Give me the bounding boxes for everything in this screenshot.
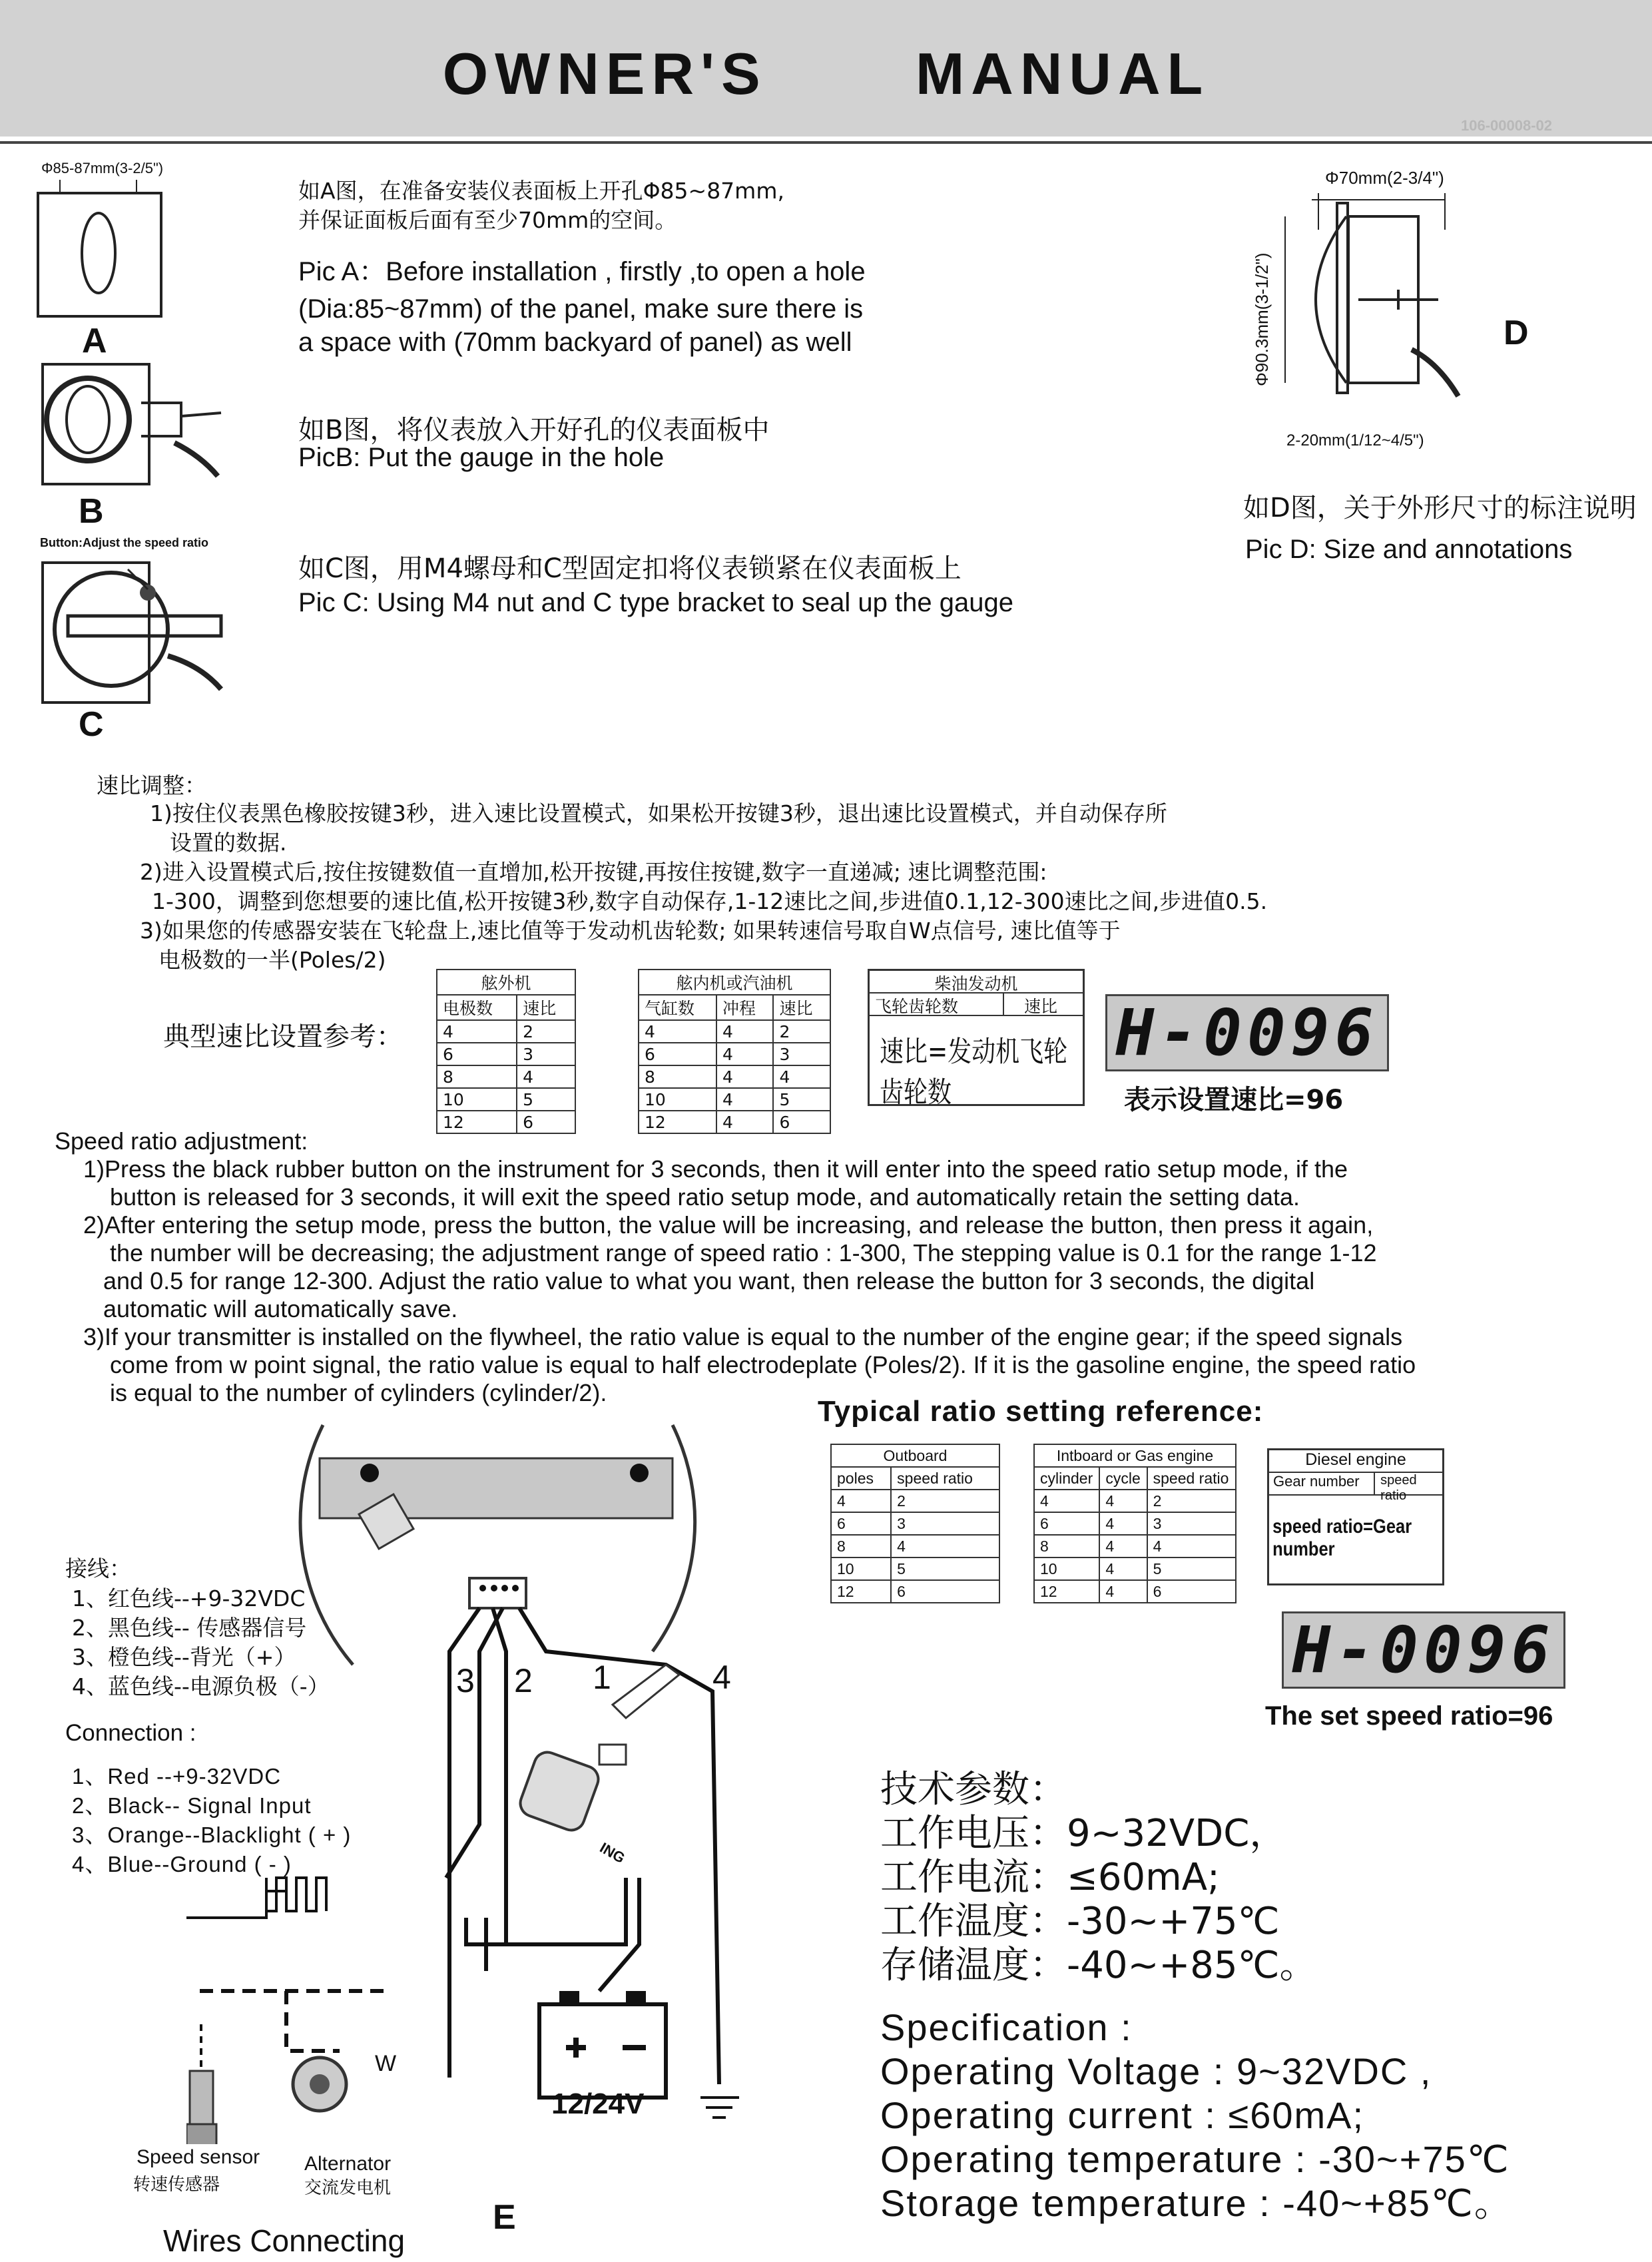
wiring-en-3: 3、Orange--Blacklight ( + ) <box>72 1823 352 1847</box>
table-row: 4 2 <box>831 1490 999 1512</box>
wiring-en-title: Connection : <box>65 1720 196 1746</box>
figure-a-dimension: Φ85-87mm(3-2/5") <box>41 160 164 176</box>
specs-en-4: Storage temperature : -40~+85℃。 <box>880 2182 1513 2224</box>
document-number: 106-00008-02 <box>1460 117 1552 134</box>
en-adjust-line-5: and 0.5 for range 12-300. Adjust the ratio value to what you want, then release the button for 3 seconds, the digital <box>103 1267 1315 1294</box>
en-diesel-box: Diesel engine Gear number speed ratio speed ratio=Gear number <box>1267 1448 1444 1585</box>
table-row: 6 3 <box>831 1512 999 1535</box>
figure-a-label: A <box>82 322 107 360</box>
specs-en-3: Operating temperature : -30~+75℃ <box>880 2138 1510 2180</box>
battery-voltage: 12/24V <box>551 2088 645 2120</box>
specs-zh-3: 工作温度：-30~+75℃ <box>880 1900 1280 1943</box>
figure-d-drawing <box>1265 190 1465 410</box>
zh-outboard-table <box>436 969 576 1134</box>
wiring-zh-title: 接线： <box>65 1555 131 1581</box>
figure-d-bottom-dimension: 2-20mm(1/12~4/5") <box>1286 431 1424 449</box>
install-a-en-3: a space with (70mm backyard of panel) as well <box>298 328 852 357</box>
install-b-en: PicB: Put the gauge in the hole <box>298 443 665 472</box>
en-adjust-line-9: is equal to the number of cylinders (cylinder/2). <box>110 1379 607 1406</box>
table-row: 8 4 <box>831 1535 999 1557</box>
install-a-en-1: Pic A：Before installation , firstly ,to open a hole <box>298 257 866 286</box>
en-adjust-line-3: 2)After entering the setup mode, press the button, the value will be increasing, and release the button, then press it again, <box>83 1211 1374 1239</box>
wiring-en-4: 4、Blue--Ground ( - ) <box>72 1852 292 1876</box>
en-ref-title: Typical ratio setting reference: <box>818 1395 1264 1428</box>
wire-number-3: 3 <box>456 1662 475 1699</box>
zh-adjust-line-5: 3)如果您的传感器安装在飞轮盘上,速比值等于发动机齿轮数; 如果转速信号取自W点信号, 速比值等于 <box>140 918 1121 944</box>
figure-b-drawing <box>41 363 241 496</box>
install-d-zh: 如D图，关于外形尺寸的标注说明 <box>1243 493 1637 523</box>
table-row: 12 6 <box>437 1111 575 1133</box>
ignition-label: ING <box>597 1838 629 1867</box>
wiring-en-1: 1、Red --+9-32VDC <box>72 1764 282 1789</box>
table-row: 12 6 <box>831 1580 999 1603</box>
wiring-zh-3: 3、橙色线--背光（+） <box>72 1644 296 1670</box>
install-a-en-2: (Dia:85~87mm) of the panel, make sure there is <box>298 294 864 324</box>
figure-d-top-dimension: Φ70mm(2-3/4") <box>1325 168 1444 188</box>
table-row: 10 4 5 <box>639 1088 830 1111</box>
col-header: 速比 <box>517 995 575 1020</box>
en-adjust-line-4: the number will be decreasing; the adjustment range of speed ratio : 1-300, The stepping value is 0.1 for the range 1-12 <box>110 1239 1377 1267</box>
install-a-zh-1: 如A图，在准备安装仪表面板上开孔Φ85~87mm, <box>298 178 784 204</box>
zh-lcd-caption: 表示设置速比=96 <box>1124 1085 1344 1115</box>
figure-a-drawing <box>37 180 163 320</box>
zh-adjust-line-4: 1-300，调整到您想要的速比值,松开按键3秒,数字自动保存,1-12速比之间,步进值0.1,12-300速比之间,步进值0.5. <box>152 888 1268 914</box>
alternator-label: Alternator <box>304 2153 392 2175</box>
install-c-zh: 如C图，用M4螺母和C型固定扣将仪表锁紧在仪表面板上 <box>298 553 962 584</box>
specs-zh-1: 工作电压：9~32VDC， <box>880 1812 1287 1855</box>
figure-e-label: E <box>493 2198 516 2237</box>
table-row: 4 2 <box>437 1020 575 1043</box>
table-row: 8 4 4 <box>639 1065 830 1088</box>
figure-c-note: Button:Adjust the speed ratio <box>40 536 208 549</box>
table-row: 12 4 6 <box>1034 1580 1236 1603</box>
en-lcd-caption: The set speed ratio=96 <box>1265 1701 1553 1731</box>
figure-c-drawing <box>41 556 241 709</box>
table-row: 6 4 3 <box>639 1043 830 1065</box>
zh-adjust-line-3: 2)进入设置模式后,按住按键数值一直增加,松开按键,再按住按键,数字一直递减; 速比调整范围: <box>140 859 1047 885</box>
specs-zh-title: 技术参数： <box>880 1768 1067 1811</box>
en-adjust-line-6: automatic will automatically save. <box>103 1295 458 1322</box>
install-b-zh: 如B图，将仪表放入开好孔的仪表面板中 <box>298 415 770 445</box>
wiring-en-2: 2、Black-- Signal Input <box>72 1793 312 1818</box>
table-title: 柴油发动机 <box>870 971 1083 993</box>
wiring-zh-4: 4、蓝色线--电源负极（-） <box>72 1673 330 1699</box>
table-title: 舷外机 <box>437 970 575 995</box>
figure-d-label: D <box>1504 314 1529 352</box>
table-row: 6 4 3 <box>1034 1512 1236 1535</box>
zh-lcd-display: H-0096 <box>1105 994 1389 1071</box>
alternator-label-zh: 交流发电机 <box>304 2178 392 2198</box>
zh-diesel-box: 柴油发动机 飞轮齿轮数 速比 速比=发动机飞轮齿轮数 <box>868 969 1085 1106</box>
table-title: 舷内机或汽油机 <box>639 970 830 995</box>
en-outboard-table: Outboard poles speed ratio 4 2 6 3 8 4 10 5 12 6 <box>830 1444 1000 1603</box>
wiring-zh-1: 1、红色线--+9-32VDC <box>72 1585 306 1611</box>
speed-sensor-label: Speed sensor <box>137 2146 260 2168</box>
figure-b-label: B <box>79 492 104 531</box>
zh-ref-label: 典型速比设置参考： <box>163 1021 403 1052</box>
zh-adjust-title: 速比调整： <box>97 772 206 798</box>
specs-en-title: Specification : <box>880 2006 1133 2048</box>
zh-adjust-line-2: 设置的数据. <box>170 830 287 856</box>
table-row: 8 4 4 <box>1034 1535 1236 1557</box>
install-c-en: Pic C: Using M4 nut and C type bracket to seal up the gauge <box>298 588 1013 617</box>
diesel-formula: 速比=发动机飞轮齿轮数 <box>880 1035 1068 1109</box>
zh-inboard-table: 舷内机或汽油机 气缸数 冲程 速比 4 4 2 6 4 3 8 4 4 10 4 5 12 4 6 <box>638 969 831 1134</box>
en-adjust-line-8: come from w point signal, the ratio value is equal to half electrodeplate (Poles/2). If it is the gasoline engine, the speed ratio <box>110 1351 1416 1378</box>
alternator-w-label: W <box>375 2051 397 2076</box>
wire-number-1: 1 <box>593 1659 611 1696</box>
en-adjust-line-2: button is released for 3 seconds, it will exit the speed ratio setup mode, and automatically retain the setting data. <box>110 1183 1300 1211</box>
en-adjust-line-1: 1)Press the black rubber button on the instrument for 3 seconds, then it will enter into the speed ratio setup mode, if the <box>83 1155 1348 1183</box>
zh-adjust-line-6: 电极数的一半(Poles/2) <box>158 947 386 973</box>
table-row: 4 4 2 <box>639 1020 830 1043</box>
speed-sensor-label-zh: 转速传感器 <box>133 2175 220 2195</box>
table-row: 10 4 5 <box>1034 1557 1236 1580</box>
wiring-caption: Wires Connecting <box>163 2223 406 2258</box>
table-row: 10 5 <box>831 1557 999 1580</box>
header-divider <box>0 141 1652 144</box>
col-header: 电极数 <box>437 995 517 1020</box>
wire-number-2: 2 <box>514 1662 533 1699</box>
table-row: 8 4 <box>437 1065 575 1088</box>
install-a-zh-2: 并保证面板后面有至少70mm的空间。 <box>298 207 677 233</box>
specs-zh-2: 工作电流：≤60mA; <box>880 1856 1220 1899</box>
page-title: OWNER'S MANUAL <box>442 41 1210 107</box>
en-adjust-title: Speed ratio adjustment: <box>55 1127 308 1155</box>
figure-c-label: C <box>79 705 104 744</box>
figure-d-side-dimension: Φ90.3mm(3-1/2") <box>1252 252 1272 386</box>
specs-en-1: Operating Voltage : 9~32VDC , <box>880 2050 1432 2092</box>
wire-number-4: 4 <box>712 1659 731 1696</box>
en-inboard-table: Intboard or Gas engine cylinder cycle speed ratio 4 4 2 6 4 3 8 4 4 10 4 5 12 4 6 <box>1033 1444 1237 1603</box>
install-d-en: Pic D: Size and annotations <box>1245 535 1573 564</box>
en-adjust-line-7: 3)If your transmitter is installed on the flywheel, the ratio value is equal to the number of the engine gear; if the speed signals <box>83 1323 1403 1350</box>
wiring-zh-2: 2、黑色线-- 传感器信号 <box>72 1615 307 1641</box>
table-row: 12 4 6 <box>639 1111 830 1133</box>
table-row: 10 5 <box>437 1088 575 1111</box>
zh-adjust-line-1: 1)按住仪表黑色橡胶按键3秒，进入速比设置模式，如果松开按键3秒，退出速比设置模式，并自动保存所 <box>150 800 1167 826</box>
table-row: 4 4 2 <box>1034 1490 1236 1512</box>
table-row: 6 3 <box>437 1043 575 1065</box>
specs-zh-4: 存储温度：-40~+85℃。 <box>880 1944 1317 1987</box>
wiring-diagram <box>186 1412 786 2144</box>
en-lcd-display: H-0096 <box>1282 1611 1565 1689</box>
specs-en-2: Operating current : ≤60mA; <box>880 2094 1365 2136</box>
